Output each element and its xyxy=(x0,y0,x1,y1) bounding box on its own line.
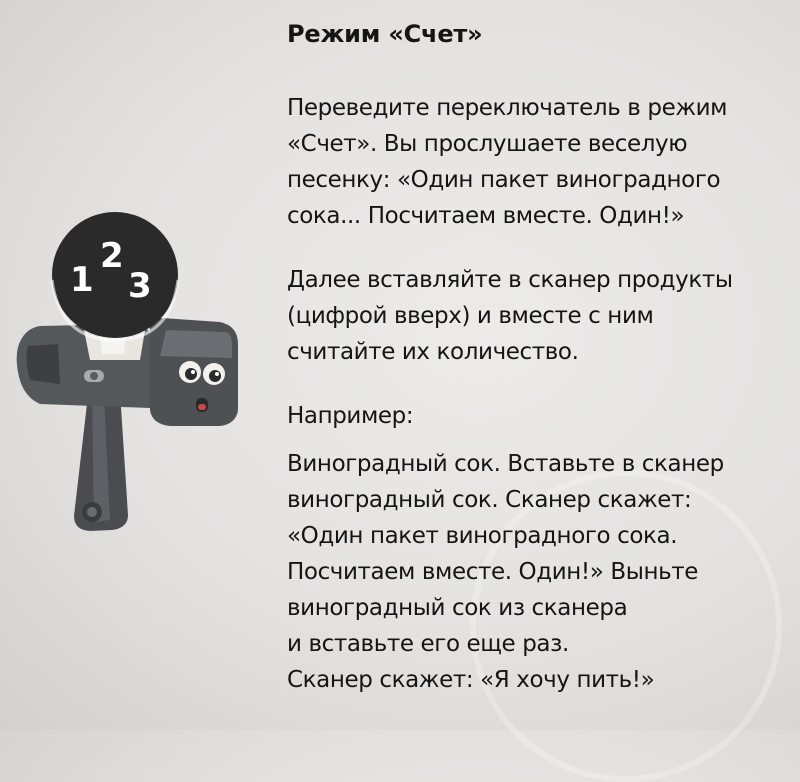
text-line: Виноградный сок. Вставьте в сканер xyxy=(287,451,724,477)
paragraph-insert-products xyxy=(287,262,792,370)
text-line: Далее вставляйте в сканер продукты xyxy=(287,267,733,293)
text-line: песенку: «Один пакет виноградного xyxy=(287,167,721,193)
scanner-head xyxy=(150,318,238,426)
text-line: считайте их количество. xyxy=(287,339,579,365)
scanner-toy-illustration xyxy=(0,0,280,730)
badge-digit-3: 3 xyxy=(128,266,152,306)
badge-digit-1: 1 xyxy=(70,260,94,300)
paragraph-example xyxy=(287,446,792,698)
text-line: Переведите переключатель в режим xyxy=(287,95,728,121)
text-line: «Счет». Вы прослушаете веселую xyxy=(287,131,688,157)
text-line: (цифрой вверх) и вместе с ним xyxy=(287,303,654,329)
scanner-handle xyxy=(74,392,128,531)
badge-digit-2: 2 xyxy=(100,236,124,276)
text-line: сока... Посчитаем вместе. Один!» xyxy=(287,203,685,229)
example-label: Например: xyxy=(287,403,414,429)
page-title: Режим «Счет» xyxy=(287,20,483,48)
text-line: виноградный сок из сканера xyxy=(287,595,628,621)
instructions-column xyxy=(287,18,792,698)
text-line: «Один пакет виноградного сока. xyxy=(287,523,678,549)
text-line: Сканер скажет: «Я хочу пить!» xyxy=(287,667,655,693)
text-line: Посчитаем вместе. Один!» Выньте xyxy=(287,559,699,585)
paragraph-switch-mode xyxy=(287,90,792,234)
text-line: виноградный сок. Сканер скажет: xyxy=(287,487,692,513)
text-line: и вставьте его еще раз. xyxy=(287,631,569,657)
